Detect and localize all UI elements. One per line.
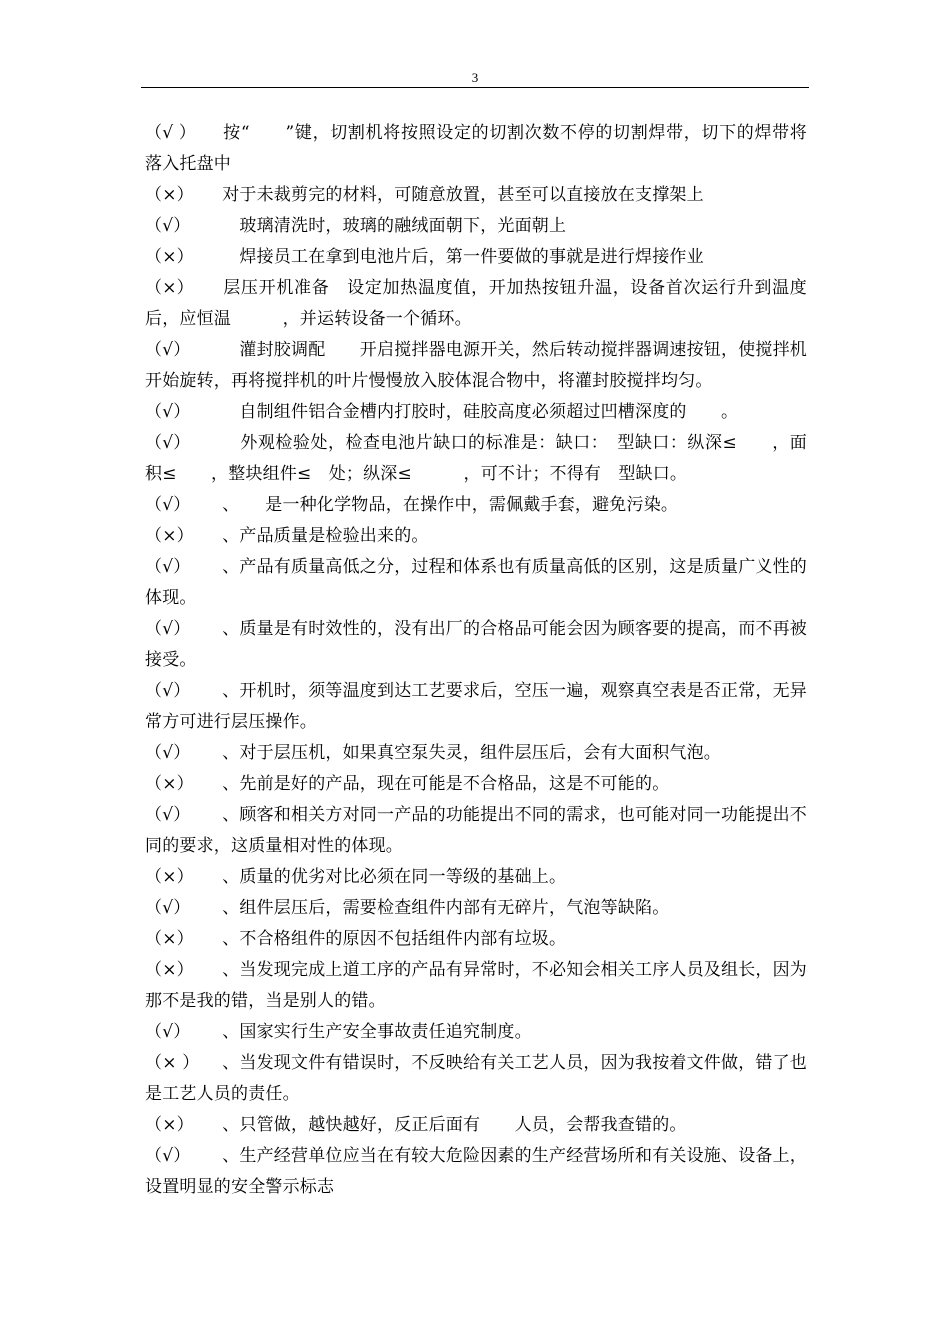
answer-mark: （√） <box>145 898 191 918</box>
list-item <box>145 118 807 180</box>
answer-mark: （×） <box>145 929 194 949</box>
statement-text: 、开机时，须等温度到达工艺要求后，空压一遍，观察真空表是否正常，无异常方可进行层压操作。 <box>145 681 807 732</box>
statement-text: 玻璃清洗时，玻璃的融绒面朝下，光面朝上 <box>205 216 567 236</box>
statement-text: 对于未裁剪完的材料，可随意放置，甚至可以直接放在支撑架上 <box>205 185 704 205</box>
answer-mark: （√ ） <box>145 123 197 143</box>
answer-mark: （√） <box>145 1146 191 1166</box>
statement-text: 、只管做，越快越好，反正后面有 人员，会帮我查错的。 <box>205 1115 687 1135</box>
list-item <box>145 397 807 428</box>
list-item <box>145 738 807 769</box>
list-item <box>145 180 807 211</box>
answer-mark: （×） <box>145 278 194 298</box>
list-item <box>145 428 807 490</box>
list-item <box>145 676 807 738</box>
statement-text: 、质量是有时效性的，没有出厂的合格品可能会因为顾客要的提高，而不再被接受。 <box>145 619 807 670</box>
list-item <box>145 1110 807 1141</box>
list-item <box>145 1017 807 1048</box>
statement-text: 焊接员工在拿到电池片后，第一件要做的事就是进行焊接作业 <box>205 247 704 267</box>
statement-text: 按“ ”键，切割机将按照设定的切割次数不停的切割焊带，切下的焊带将落入托盘中 <box>145 123 807 174</box>
answer-mark: （× ） <box>145 1053 200 1073</box>
statement-text: 、 是一种化学物品，在操作中，需佩戴手套，避免污染。 <box>205 495 679 515</box>
statement-text: 、生产经营单位应当在有较大危险因素的生产经营场所和有关设施、设备上，设置明显的安全警示标志 <box>145 1146 807 1197</box>
list-item <box>145 211 807 242</box>
statement-text: 层压开机准备 设定加热温度值，开加热按钮升温，设备首次运行升到温度后，应恒温 ，并运转设备一个循环。 <box>145 278 807 329</box>
statement-text: 、不合格组件的原因不包括组件内部有垃圾。 <box>205 929 567 949</box>
question-list <box>145 118 807 1203</box>
list-item <box>145 521 807 552</box>
list-item <box>145 862 807 893</box>
answer-mark: （×） <box>145 774 194 794</box>
statement-text: 外观检验处，检查电池片缺口的标准是：缺口： 型缺口：纵深≤ ，面积≤ ，整块组件≤ 处；纵深≤ ，可不计；不得有 型缺口。 <box>145 433 807 484</box>
list-item <box>145 273 807 335</box>
answer-mark: （√） <box>145 681 191 701</box>
answer-mark: （√） <box>145 433 191 453</box>
answer-mark: （√） <box>145 216 191 236</box>
header-divider <box>141 87 809 88</box>
answer-mark: （×） <box>145 867 194 887</box>
page-number: 3 <box>471 70 479 85</box>
answer-mark: （×） <box>145 185 194 205</box>
list-item <box>145 335 807 397</box>
statement-text: 自制组件铝合金槽内打胶时，硅胶高度必须超过凹槽深度的 。 <box>205 402 739 422</box>
list-item <box>145 924 807 955</box>
statement-text: 、当发现完成上道工序的产品有异常时，不必知会相关工序人员及组长，因为那不是我的错，当是别人的错。 <box>145 960 807 1011</box>
list-item <box>145 800 807 862</box>
statement-text: 、国家实行生产安全事故责任追究制度。 <box>205 1022 532 1042</box>
answer-mark: （√） <box>145 495 191 515</box>
answer-mark: （√） <box>145 1022 191 1042</box>
statement-text: 、组件层压后，需要检查组件内部有无碎片，气泡等缺陷。 <box>205 898 670 918</box>
answer-mark: （×） <box>145 247 194 267</box>
list-item <box>145 490 807 521</box>
answer-mark: （√） <box>145 557 191 577</box>
list-item <box>145 614 807 676</box>
answer-mark: （×） <box>145 526 194 546</box>
answer-mark: （√） <box>145 402 191 422</box>
statement-text: 、顾客和相关方对同一产品的功能提出不同的需求，也可能对同一功能提出不同的要求，这质量相对性的体现。 <box>145 805 807 856</box>
statement-text: 、质量的优劣对比必须在同一等级的基础上。 <box>205 867 567 887</box>
answer-mark: （√） <box>145 340 191 360</box>
statement-text: 、对于层压机，如果真空泵失灵，组件层压后，会有大面积气泡。 <box>205 743 721 763</box>
answer-mark: （×） <box>145 960 194 980</box>
list-item <box>145 955 807 1017</box>
statement-text: 灌封胶调配 开启搅拌器电源开关，然后转动搅拌器调速按钮，使搅拌机开始旋转，再将搅拌机的叶片慢慢放入胶体混合物中，将灌封胶搅拌均匀。 <box>145 340 807 391</box>
statement-text: 、先前是好的产品，现在可能是不合格品，这是不可能的。 <box>205 774 670 794</box>
answer-mark: （√） <box>145 619 191 639</box>
list-item <box>145 1141 807 1203</box>
answer-mark: （√） <box>145 743 191 763</box>
list-item <box>145 242 807 273</box>
statement-text: 、产品有质量高低之分，过程和体系也有质量高低的区别，这是质量广义性的体现。 <box>145 557 807 608</box>
list-item <box>145 893 807 924</box>
list-item <box>145 1048 807 1110</box>
list-item <box>145 552 807 614</box>
statement-text: 、当发现文件有错误时，不反映给有关工艺人员，因为我按着文件做，错了也是工艺人员的责任。 <box>145 1053 807 1104</box>
statement-text: 、产品质量是检验出来的。 <box>205 526 429 546</box>
answer-mark: （√） <box>145 805 191 825</box>
answer-mark: （×） <box>145 1115 194 1135</box>
list-item <box>145 769 807 800</box>
